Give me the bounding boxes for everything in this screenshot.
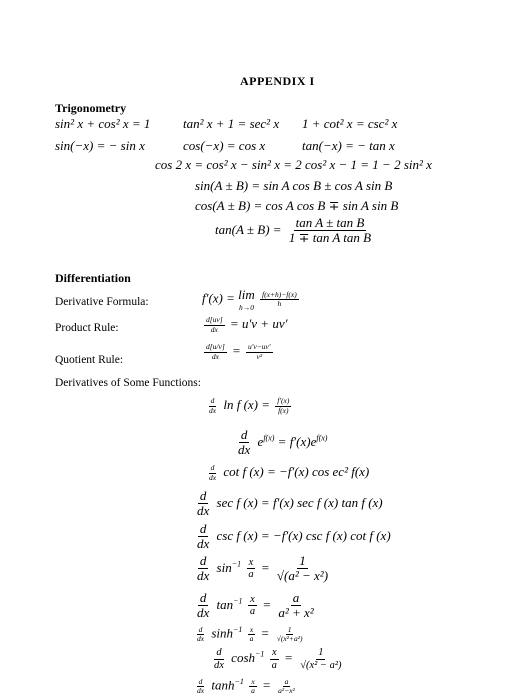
- ddx-operator: [212, 647, 226, 671]
- ln-fraction: [275, 397, 291, 415]
- derivative-sec: [193, 489, 383, 519]
- inverse-exponent: −1: [255, 649, 265, 659]
- arctan-denominator: a² + x²: [278, 605, 314, 621]
- identity-cot-csc: 1 + cot² x = csc² x: [302, 116, 398, 131]
- d-numerator: d: [240, 427, 248, 442]
- product-numerator: d[uv]: [206, 315, 223, 325]
- identity-tan-sec: tan² x + 1 = sec² x: [183, 116, 280, 131]
- difference-quotient-numerator: f(x+h)−f(x): [262, 289, 297, 299]
- dx-denominator: dx: [214, 659, 224, 671]
- ddx-operator: [207, 397, 218, 415]
- x-numerator: x: [251, 676, 255, 686]
- identity-sin-odd: sin(−x) = − sin x: [55, 138, 145, 153]
- dx-denominator: dx: [197, 633, 205, 643]
- quotient-rule-label: Quotient Rule:: [55, 354, 124, 366]
- derivative-arcsin: [193, 554, 332, 584]
- derivative-formula: [202, 287, 301, 312]
- arcsin-denominator: √(a² − x²): [276, 568, 329, 584]
- sec-body: sec f (x) = f′(x) sec f (x) tan f (x): [216, 494, 383, 510]
- ddx-operator: [195, 489, 211, 519]
- identity-tan-odd: tan(−x) = − tan x: [302, 138, 395, 153]
- a-denominator: a: [248, 569, 254, 581]
- quotient-derivative: [204, 343, 227, 361]
- arcsinh-denominator: √(x²+a²): [276, 633, 303, 643]
- x-over-a: [249, 678, 257, 696]
- equals: =: [284, 650, 293, 666]
- arccosh-numerator: 1: [318, 647, 324, 658]
- derivative-ln: [205, 397, 293, 415]
- derivative-label: Derivative Formula:: [55, 296, 149, 308]
- arctan-func: tan: [216, 596, 234, 612]
- ddx-operator: [195, 678, 206, 696]
- d-numerator: d: [210, 463, 215, 473]
- arcsin-func: sin: [216, 559, 232, 575]
- identity-pythagorean: sin² x + cos² x = 1: [55, 116, 151, 131]
- quotient-rhs-numerator: u′v−uv′: [248, 342, 271, 352]
- dx-denominator: dx: [197, 685, 205, 695]
- d-numerator: d: [199, 521, 207, 536]
- limit-operator: [238, 287, 255, 312]
- difference-quotient-denominator: h: [277, 299, 282, 308]
- tan-sum-denominator: 1 ∓ tan A tan B: [288, 230, 372, 246]
- ddx-operator: [195, 522, 211, 552]
- a-denominator: a: [251, 685, 255, 695]
- identity-sin-sum: sin(A ± B) = sin A cos B ± cos A sin B: [195, 178, 393, 193]
- dx-denominator: dx: [197, 605, 210, 621]
- x-numerator: x: [250, 593, 255, 605]
- some-derivatives-label: Derivatives of Some Functions:: [55, 377, 201, 389]
- derivative-arccosh: [210, 647, 346, 671]
- identity-tan-sum: [215, 216, 375, 246]
- x-over-a: [248, 626, 256, 644]
- arctanh-result: [276, 678, 297, 696]
- arcsin-result: [275, 554, 330, 584]
- tan-sum-lhs: tan(A ± B) =: [215, 221, 282, 237]
- equals: =: [260, 559, 270, 575]
- quotient-equals: =: [232, 343, 241, 358]
- identity-cos-even: cos(−x) = cos x: [183, 138, 266, 153]
- equals: =: [260, 625, 270, 641]
- derivative-exp: [234, 428, 327, 458]
- tan-sum-numerator: tan A ± tan B: [295, 215, 365, 230]
- product-derivative: [204, 316, 225, 334]
- a-denominator: a: [249, 606, 256, 618]
- dx-denominator: dx: [209, 405, 217, 415]
- arctanh-denominator: a²−x²: [278, 685, 295, 695]
- derivative-arctan: [193, 591, 318, 621]
- csc-body: csc f (x) = −f′(x) csc f (x) cot f (x): [216, 527, 391, 543]
- exp-exponent: f(x): [263, 433, 275, 443]
- x-numerator: x: [271, 647, 277, 658]
- ddx-operator: [236, 428, 252, 458]
- ln-body: ln f (x) =: [223, 397, 271, 412]
- inverse-exponent: −1: [231, 559, 242, 569]
- ln-numerator: f′(x): [277, 396, 290, 406]
- arctan-result: [276, 591, 315, 621]
- quotient-rule-formula: [202, 343, 275, 361]
- x-over-a: [246, 557, 255, 581]
- derivative-arctanh: [193, 677, 299, 695]
- identity-double-angle: cos 2 x = cos² x − sin² x = 2 cos² x − 1 = 1 − 2 sin² x: [155, 157, 432, 172]
- d-numerator: d: [199, 553, 207, 568]
- dx-denominator: dx: [197, 568, 210, 584]
- ddx-operator: [195, 591, 211, 621]
- product-rule-formula: [202, 316, 287, 334]
- ddx-operator: [195, 554, 211, 584]
- limit-subscript: h→0: [238, 303, 254, 312]
- d-numerator: d: [198, 676, 203, 686]
- product-denominator: dx: [210, 324, 218, 334]
- quotient-rhs: [246, 343, 273, 361]
- derivative-cot: [205, 464, 369, 482]
- arctanh-numerator: a: [284, 676, 289, 686]
- limit-word: lim: [238, 287, 255, 302]
- x-over-a: [270, 647, 279, 671]
- inverse-exponent: −1: [233, 596, 243, 606]
- arctan-numerator: a: [292, 590, 300, 605]
- arcsin-numerator: 1: [299, 553, 306, 568]
- dx-denominator: dx: [197, 503, 210, 519]
- d-numerator: d: [198, 624, 203, 634]
- quotient-numerator: d[u/v]: [206, 342, 225, 352]
- dx-denominator: dx: [238, 442, 251, 458]
- identity-cos-sum: cos(A ± B) = cos A cos B ∓ sin A sin B: [195, 198, 399, 213]
- equals: =: [262, 677, 271, 693]
- exp-rhs: = f′(x)e: [277, 433, 317, 449]
- cot-body: cot f (x) = −f′(x) cos ec² f(x): [223, 464, 370, 479]
- quotient-rhs-denominator: v²: [256, 351, 263, 361]
- trig-heading: Trigonometry: [55, 101, 127, 115]
- arcsinh-func: sinh: [211, 625, 234, 641]
- dx-denominator: dx: [197, 536, 210, 552]
- diff-heading: Differentiation: [55, 271, 131, 285]
- ddx-operator: [207, 464, 218, 482]
- exp-rhs-exponent: f(x): [316, 433, 328, 443]
- inverse-exponent: −1: [233, 625, 243, 634]
- product-rhs: = u′v + uv′: [229, 316, 288, 331]
- difference-quotient: [260, 291, 299, 309]
- arccosh-denominator: √(x² − a²): [300, 659, 342, 671]
- ln-denominator: f(x): [278, 405, 289, 415]
- x-numerator: x: [248, 556, 254, 568]
- x-over-a: [248, 594, 257, 618]
- arccosh-func: cosh: [231, 650, 256, 666]
- derivative-arcsinh: [193, 625, 306, 643]
- page-title: APPENDIX I: [240, 74, 315, 88]
- exp-base: e: [257, 433, 264, 449]
- d-numerator: d: [199, 590, 207, 605]
- arcsinh-numerator: 1: [287, 624, 292, 634]
- arctanh-func: tanh: [211, 677, 235, 693]
- d-numerator: d: [216, 647, 222, 658]
- equals: =: [262, 596, 272, 612]
- product-rule-label: Product Rule:: [55, 322, 119, 334]
- d-numerator: d: [210, 396, 215, 406]
- tan-sum-fraction: [287, 216, 373, 246]
- ddx-operator: [195, 626, 206, 644]
- derivative-csc: [193, 522, 391, 552]
- a-denominator: a: [271, 659, 277, 671]
- inverse-exponent: −1: [234, 677, 244, 686]
- arccosh-result: [298, 647, 343, 671]
- arcsinh-result: [275, 626, 305, 644]
- a-denominator: a: [249, 633, 254, 643]
- x-numerator: x: [249, 624, 254, 634]
- dx-denominator: dx: [209, 472, 217, 482]
- d-numerator: d: [199, 488, 207, 503]
- quotient-denominator: dx: [211, 351, 219, 361]
- derivative-lhs: f′(x) =: [202, 290, 235, 306]
